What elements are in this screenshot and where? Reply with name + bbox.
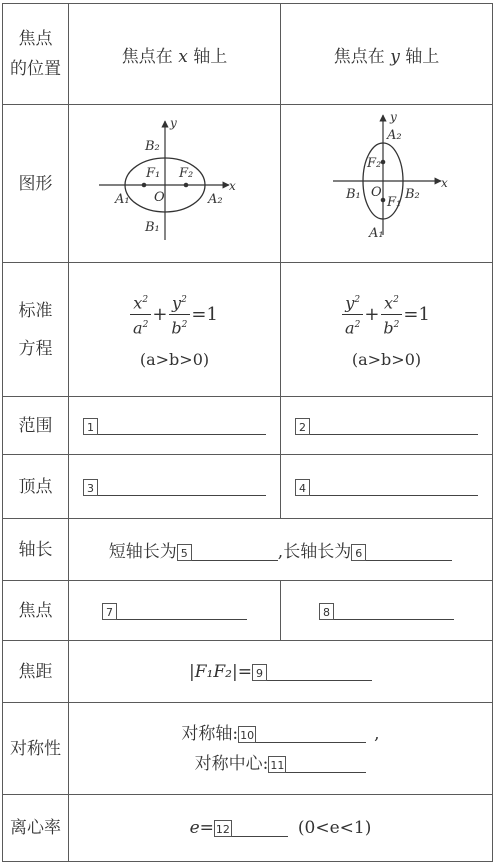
major-axis-text: ,长轴长为 (277, 542, 352, 562)
equation-row (3, 263, 493, 397)
f1-label: F₁ (387, 195, 402, 210)
symmetry-label: 对称性 (3, 703, 69, 795)
blank-3-number: 3 (83, 479, 98, 496)
blank-2-number: 2 (295, 418, 310, 435)
fraction-y2-a2: $\frac{y^2}{a^2}$ (342, 290, 363, 338)
focal-distance-label: 焦距 (3, 641, 69, 703)
f2-label: F₂ (367, 156, 382, 171)
eccentricity-expression: e= (189, 818, 214, 838)
b1-label: B₁ (145, 220, 160, 235)
blank-9[interactable] (252, 664, 372, 681)
range-y-cell (281, 397, 493, 455)
blank-5[interactable] (177, 544, 278, 561)
equation-x-formula: $\frac{x^2}{a^2}$ + $\frac{y^2}{b^2}$ =1 (69, 290, 280, 338)
blank-8[interactable] (319, 603, 454, 620)
blank-11[interactable] (268, 756, 366, 773)
header-y-pre: 焦点在 (333, 46, 391, 67)
header-x-post: 轴上 (187, 46, 228, 67)
y-axis-label: y (170, 116, 177, 130)
equation-label (3, 263, 69, 397)
blank-4[interactable] (295, 479, 478, 496)
blank-6-number: 6 (351, 544, 366, 561)
focus-x-cell (69, 581, 281, 641)
blank-9-number: 9 (252, 664, 267, 681)
blank-4-number: 4 (295, 479, 310, 496)
equation-y (281, 263, 493, 397)
blank-6[interactable] (351, 544, 452, 561)
header-row (3, 4, 493, 105)
b1-label: B₁ (346, 187, 361, 202)
range-label: 范围 (3, 397, 69, 455)
header-focus-on-y (281, 4, 493, 105)
horizontal-ellipse-diagram (69, 105, 281, 257)
eccentricity-condition: (0<e<1) (297, 818, 372, 838)
blank-2[interactable] (295, 418, 478, 435)
eccentricity-cell (69, 795, 493, 862)
figure-vertical-ellipse (281, 105, 493, 263)
origin-label: O (154, 190, 165, 205)
equation-y-condition: (a>b>0) (351, 349, 422, 369)
figure-horizontal-ellipse (69, 105, 281, 263)
symmetry-cell (69, 703, 493, 795)
focus-row (3, 581, 493, 641)
a2-label: A₂ (208, 192, 223, 207)
range-row (3, 397, 493, 455)
focus-f2-point (381, 160, 386, 165)
header-focus-position-text: 焦点 的位置 (10, 29, 61, 79)
fraction-y2-b2: $\frac{y^2}{b^2}$ (168, 290, 190, 338)
focus-f1-point (142, 183, 147, 188)
vertex-y-cell (281, 455, 493, 519)
figure-label: 图形 (3, 105, 69, 263)
x-axis-label: x (441, 176, 448, 190)
blank-1[interactable] (83, 418, 266, 435)
equation-x-condition: (a>b>0) (139, 349, 210, 369)
focus-y-cell (281, 581, 493, 641)
vertex-x-cell (69, 455, 281, 519)
vertex-label: 顶点 (3, 455, 69, 519)
equation-y-rhs: =1 (403, 303, 430, 325)
focal-distance-row (3, 641, 493, 703)
header-x-var: x (178, 46, 188, 67)
blank-12-number: 12 (214, 820, 232, 837)
focal-distance-cell (69, 641, 493, 703)
header-focus-on-x (69, 4, 281, 105)
blank-11-number: 11 (268, 756, 286, 773)
focal-distance-expression: |F₁F₂|= (189, 661, 252, 682)
origin-label: O (371, 185, 382, 200)
symmetry-row (3, 703, 493, 795)
blank-3[interactable] (83, 479, 266, 496)
header-y-var: y (390, 46, 400, 67)
axis-length-cell (69, 519, 493, 581)
y-axis-label: y (390, 110, 397, 124)
symmetry-axis-line (69, 719, 492, 749)
f2-label: F₂ (179, 166, 194, 181)
ellipse-properties-table (2, 3, 492, 857)
focus-f2-point (184, 183, 189, 188)
blank-10[interactable] (238, 726, 366, 743)
fraction-x2-a2: $\frac{x^2}{a^2}$ (130, 290, 151, 338)
header-focus-position (3, 4, 69, 105)
minor-axis-text: 短轴长为 (108, 542, 177, 562)
blank-7[interactable] (102, 603, 247, 620)
blank-5-number: 5 (177, 544, 192, 561)
blank-7-number: 7 (102, 603, 117, 620)
b2-label: B₂ (145, 139, 160, 154)
figure-row (3, 105, 493, 263)
eccentricity-row (3, 795, 493, 862)
a2-label: A₂ (387, 128, 402, 143)
blank-8-number: 8 (319, 603, 334, 620)
axis-length-row (3, 519, 493, 581)
symmetry-comma: , (374, 723, 380, 744)
a1-label: A₁ (115, 192, 130, 207)
equation-y-formula: $\frac{y^2}{a^2}$ + $\frac{x^2}{b^2}$ =1 (281, 290, 492, 338)
axis-length-label: 轴长 (3, 519, 69, 581)
vertical-ellipse-diagram (281, 105, 493, 257)
blank-1-number: 1 (83, 418, 98, 435)
vertex-row (3, 455, 493, 519)
fraction-x2-b2: $\frac{x^2}{b^2}$ (380, 290, 402, 338)
range-x-cell (69, 397, 281, 455)
symmetry-axis-text: 对称轴: (181, 723, 239, 744)
symmetry-center-line (69, 749, 492, 779)
x-axis-label: x (229, 179, 236, 193)
symmetry-center-text: 对称中心: (194, 753, 269, 774)
equation-label-text: 标准 方程 (18, 300, 53, 359)
eccentricity-label: 离心率 (3, 795, 69, 862)
blank-10-number: 10 (238, 726, 256, 743)
focus-label: 焦点 (3, 581, 69, 641)
header-x-pre: 焦点在 (121, 46, 179, 67)
header-y-post: 轴上 (399, 46, 440, 67)
equation-x-rhs: =1 (191, 303, 218, 325)
equation-x (69, 263, 281, 397)
f1-label: F₁ (146, 166, 161, 181)
blank-12[interactable] (214, 820, 288, 837)
a1-label: A₁ (369, 226, 384, 241)
b2-label: B₂ (405, 187, 420, 202)
